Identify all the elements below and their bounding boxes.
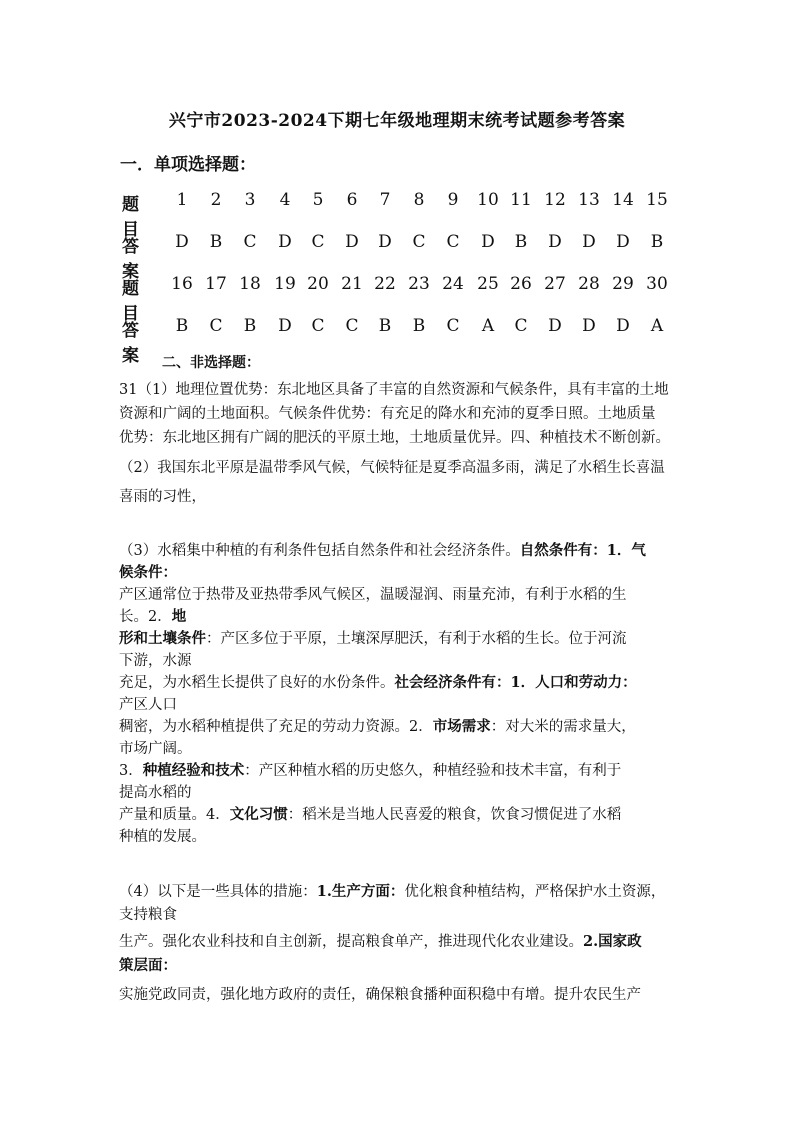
question-number: 15 bbox=[646, 190, 668, 210]
question-label: 题目 bbox=[122, 279, 139, 324]
answer-text: ：稻米是当地人民喜爱的粮食，饮食习惯促进了水稻 bbox=[287, 807, 622, 823]
answer-keyword: 社会经济条件有：1．人口和劳动力： bbox=[394, 674, 637, 691]
answer-letter: B bbox=[650, 232, 664, 252]
question-number: 18 bbox=[239, 274, 261, 294]
answer-keyword: 种植经验和技术 bbox=[142, 762, 245, 779]
question-number: 9 bbox=[447, 190, 459, 210]
question-number: 29 bbox=[612, 274, 634, 294]
answer-letter: C bbox=[514, 316, 528, 336]
question-number: 13 bbox=[578, 190, 600, 210]
answer-letter: D bbox=[548, 316, 562, 336]
answer-text: （3）水稻集中种植的有利条件包括自然条件和社会经济条件。 bbox=[119, 543, 520, 559]
question-number: 2 bbox=[210, 190, 222, 210]
question-number: 17 bbox=[205, 274, 227, 294]
answer-text-line bbox=[119, 932, 642, 952]
answer-letter: D bbox=[582, 232, 596, 252]
question-number: 5 bbox=[312, 190, 324, 210]
answer-letter: D bbox=[345, 232, 359, 252]
question-number: 21 bbox=[341, 274, 363, 294]
question-number: 30 bbox=[646, 274, 668, 294]
question-number: 27 bbox=[544, 274, 566, 294]
answer-letter: D bbox=[481, 232, 495, 252]
answer-text: 优化粮食种植结构，严格保护水土资源， bbox=[404, 884, 666, 900]
question-number: 7 bbox=[379, 190, 391, 210]
question-number: 8 bbox=[413, 190, 425, 210]
answer-letter: C bbox=[311, 316, 325, 336]
question-number: 1 bbox=[176, 190, 188, 210]
answer-keyword: 自然条件有：1．气 bbox=[519, 542, 646, 559]
answer-text-line bbox=[119, 805, 621, 825]
answer-letter: C bbox=[345, 316, 359, 336]
section-heading-single-choice: 一．单项选择题： bbox=[120, 155, 256, 175]
answer-text-line bbox=[119, 761, 621, 781]
answer-keyword: 文化习惯 bbox=[229, 806, 288, 823]
answer-letter: D bbox=[278, 316, 292, 336]
answer-text: （4）以下是一些具体的措施： bbox=[119, 884, 317, 900]
question-number: 23 bbox=[408, 274, 430, 294]
question-number: 3 bbox=[244, 190, 256, 210]
answer-letter: D bbox=[278, 232, 292, 252]
question-number: 10 bbox=[477, 190, 499, 210]
answer-text: 充足，为水稻生长提供了良好的水份条件。 bbox=[119, 675, 395, 691]
answer-text-line: 产区人口 bbox=[119, 697, 177, 713]
question-number: 25 bbox=[477, 274, 499, 294]
question-number: 16 bbox=[171, 274, 193, 294]
section-heading-non-choice: 二、非选择题： bbox=[162, 355, 260, 371]
question-number: 14 bbox=[612, 190, 634, 210]
answer-keyword: 2.国家政 bbox=[583, 933, 642, 950]
answer-text: ：产区多位于平原，土壤深厚肥沃，有利于水稻的生长。位于河流 bbox=[206, 631, 627, 647]
question-number: 28 bbox=[578, 274, 600, 294]
answer-text-line bbox=[119, 717, 636, 737]
answer-text-line: 提高水稻的 bbox=[119, 785, 192, 801]
answer-text-line: 喜雨的习性， bbox=[119, 489, 206, 505]
answer-letter: A bbox=[650, 316, 664, 336]
answer-text-line: 市场广阔。 bbox=[119, 741, 192, 757]
answer-text: ：对大米的需求量大， bbox=[490, 719, 636, 735]
question-number: 20 bbox=[307, 274, 329, 294]
answer-letter: A bbox=[481, 316, 495, 336]
answer-letter: D bbox=[616, 316, 630, 336]
answer-text-line: 实施党政同责，强化地方政府的责任，确保粮食播种面积稳中有增。提升农民生产 bbox=[119, 987, 641, 1003]
answer-text-line bbox=[119, 541, 646, 561]
answer-text: 产量和质量。4． bbox=[119, 807, 230, 823]
answer-text-line: 优势：东北地区拥有广阔的肥沃的平原土地，土地质量优异。四、种植技术不断创新。 bbox=[119, 430, 670, 446]
answer-letter: D bbox=[548, 232, 562, 252]
answer-text-line: 资源和广阔的土地面积。气候条件优势：有充足的降水和充沛的夏季日照。土地质量 bbox=[119, 406, 656, 422]
question-number: 22 bbox=[374, 274, 396, 294]
answer-text-line: 31（1）地理位置优势：东北地区具备了丰富的自然资源和气候条件，具有丰富的土地 bbox=[119, 382, 669, 398]
answer-keyword: 地 bbox=[171, 608, 187, 625]
answer-letter: D bbox=[616, 232, 630, 252]
answer-text-line: 下游，水源 bbox=[119, 653, 192, 669]
answer-letter: C bbox=[412, 232, 426, 252]
answer-text: 稠密，为水稻种植提供了充足的劳动力资源。2． bbox=[119, 719, 433, 735]
answer-text-line: 种植的发展。 bbox=[119, 829, 206, 845]
answer-keyword: 1.生产方面： bbox=[316, 883, 405, 900]
answer-keyword: 市场需求 bbox=[432, 718, 491, 735]
question-number: 24 bbox=[442, 274, 464, 294]
question-number: 4 bbox=[279, 190, 291, 210]
answer-letter: D bbox=[378, 232, 392, 252]
question-number: 26 bbox=[510, 274, 532, 294]
answer-letter: B bbox=[175, 316, 189, 336]
answer-letter: B bbox=[412, 316, 426, 336]
answer-text: 长。2． bbox=[119, 609, 172, 625]
answer-text-line: 产区通常位于热带及亚热带季风气候区，温暖湿润、雨量充沛，有利于水稻的生 bbox=[119, 587, 627, 603]
answer-text-line: 支持粮食 bbox=[119, 907, 177, 923]
answer-text-line bbox=[119, 882, 665, 902]
answer-keyword: 形和土壤条件 bbox=[119, 630, 206, 647]
answer-text-line bbox=[119, 629, 627, 649]
answer-text-line: （2）我国东北平原是温带季风气候，气候特征是夏季高温多雨，满足了水稻生长喜温 bbox=[119, 460, 665, 476]
answer-text-line bbox=[119, 673, 637, 693]
answer-text-line: 策层面： bbox=[119, 957, 177, 974]
document-title: 兴宁市2023-2024下期七年级地理期末统考试题参考答案 bbox=[168, 111, 626, 131]
answer-letter: C bbox=[243, 232, 257, 252]
answer-letter: C bbox=[311, 232, 325, 252]
question-label: 题目 bbox=[122, 195, 139, 240]
answer-letter: B bbox=[514, 232, 528, 252]
answer-letter: C bbox=[446, 316, 460, 336]
answer-letter: B bbox=[378, 316, 392, 336]
question-number: 11 bbox=[510, 190, 532, 210]
answer-text-line: 候条件： bbox=[119, 564, 177, 581]
question-number: 12 bbox=[544, 190, 566, 210]
answer-letter: D bbox=[582, 316, 596, 336]
answer-text: 3． bbox=[119, 763, 143, 779]
answer-letter: B bbox=[209, 232, 223, 252]
answer-label: 答案 bbox=[122, 237, 139, 282]
answer-letter: B bbox=[243, 316, 257, 336]
answer-letter: C bbox=[209, 316, 223, 336]
answer-label: 答案 bbox=[122, 321, 139, 366]
answer-letter: C bbox=[446, 232, 460, 252]
question-number: 19 bbox=[274, 274, 296, 294]
answer-letter: D bbox=[175, 232, 189, 252]
question-number: 6 bbox=[346, 190, 358, 210]
answer-text: 生产。强化农业科技和自主创新，提高粮食单产，推进现代化农业建设。 bbox=[119, 934, 583, 950]
answer-text: ：产区种植水稻的历史悠久，种植经验和技术丰富，有利于 bbox=[244, 763, 622, 779]
answer-text-line bbox=[119, 607, 186, 627]
